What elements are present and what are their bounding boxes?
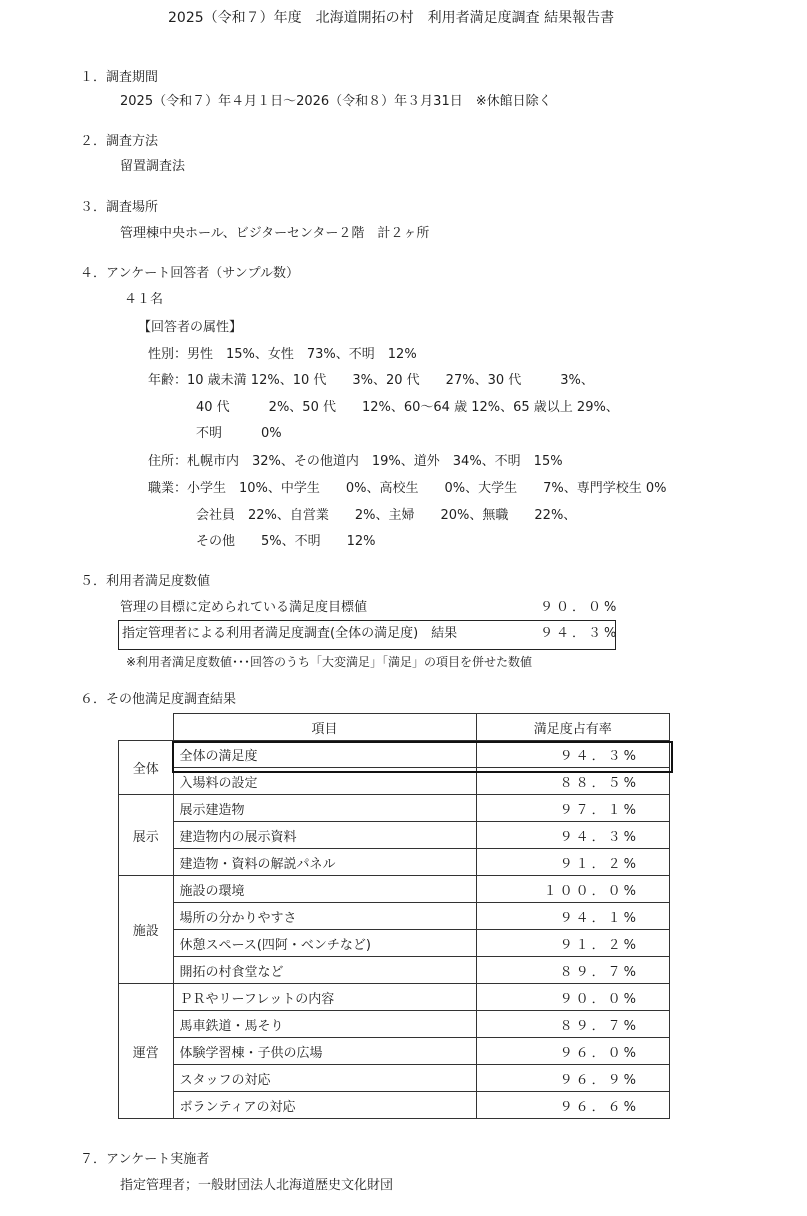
category-cell: 展示 [119,795,174,876]
value-cell: ８９．７% [476,957,670,984]
survey-period: 2025（令和７）年４月１日～2026（令和８）年３月31日 ※休館日除く [120,94,552,109]
survey-conductor: 指定管理者；一般財団法人北海道歴史文化財団 [120,1178,394,1193]
value-cell: ９７．１% [476,795,670,822]
table-row [119,1092,670,1119]
table-row [119,984,670,1011]
target-value: ９０．０% [540,600,620,615]
item-cell: 場所の分かりやすさ [173,903,476,930]
item-cell: 建造物・資料の解説パネル [173,849,476,876]
table-row [119,741,670,768]
item-cell: 開拓の村食堂など [173,957,476,984]
attr-occupation-line-2: 会社員 22%、自営業 2%、主婦 20%、無職 22%、 [196,508,577,523]
attr-gender: 性別：男性 15%、女性 73%、不明 12% [148,347,417,362]
value-cell: ９６．０% [476,1038,670,1065]
table-row [119,930,670,957]
attr-residence: 住所：札幌市内 32%、その他道内 19%、道外 34%、不明 15% [148,454,563,469]
survey-location: 管理棟中央ホール、ビジターセンター２階 計２ヶ所 [120,226,430,241]
category-cell: 運営 [119,984,174,1119]
table-row [119,876,670,903]
item-cell: 施設の環境 [173,876,476,903]
table-row [119,795,670,822]
section-4-heading: ４．アンケート回答者（サンプル数） [80,266,300,281]
attr-occupation-line-1: 職業：小学生 10%、中学生 0%、高校生 0%、大学生 7%、専門学校生 0% [148,481,667,496]
section-7-heading: ７．アンケート実施者 [80,1152,210,1167]
table-row [119,822,670,849]
value-cell: ９４．１% [476,903,670,930]
value-cell: ９０．０% [476,984,670,1011]
table-row [119,768,670,795]
category-cell: 施設 [119,876,174,984]
section-6-heading: ６．その他満足度調査結果 [80,692,237,707]
item-cell: 体験学習棟・子供の広場 [173,1038,476,1065]
result-label: 指定管理者による利用者満足度調査(全体の満足度) 結果 [122,626,458,641]
value-cell: ９１．２% [476,849,670,876]
table-row [119,903,670,930]
document-title: 2025（令和７）年度 北海道開拓の村 利用者満足度調査 結果報告書 [168,10,615,26]
table-row [119,1038,670,1065]
value-cell: ８９．７% [476,1011,670,1038]
item-cell: スタッフの対応 [173,1065,476,1092]
section-2-heading: ２．調査方法 [80,134,159,149]
attributes-heading: 【回答者の属性】 [138,320,243,335]
table-header-empty [119,714,174,741]
table-header-value: 満足度占有率 [476,714,670,741]
item-cell: ボランティアの対応 [173,1092,476,1119]
attr-occupation-line-3: その他 5%、不明 12% [196,534,376,549]
table-row [119,1065,670,1092]
value-cell: ９４．３% [476,822,670,849]
attr-age-line-2: 40 代 2%、50 代 12%、60～64 歳 12%、65 歳以上 29%、 [196,400,619,415]
item-cell: 建造物内の展示資料 [173,822,476,849]
result-value: ９４．３% [540,626,620,641]
table-row [119,849,670,876]
attr-age-line-3: 不明 0% [196,426,282,441]
item-cell: 馬車鉄道・馬そり [173,1011,476,1038]
survey-method: 留置調査法 [120,159,186,174]
section-5-heading: ５．利用者満足度数値 [80,574,211,589]
value-cell: ９１．２% [476,930,670,957]
item-cell: 展示建造物 [173,795,476,822]
item-cell: 全体の満足度 [173,741,476,768]
table-header-row [119,714,670,741]
value-cell: １００．０% [476,876,670,903]
section-3-heading: ３．調査場所 [80,200,159,215]
attr-age-line-1: 年齢：10 歳未満 12%、10 代 3%、20 代 27%、30 代 3%、 [148,373,594,388]
item-cell: 休憩スペース(四阿・ベンチなど) [173,930,476,957]
satisfaction-table [118,713,670,1119]
item-cell: ＰＲやリーフレットの内容 [173,984,476,1011]
value-cell: ９６．９% [476,1065,670,1092]
value-cell: ９６．６% [476,1092,670,1119]
category-cell: 全体 [119,741,174,795]
table-header-item: 項目 [173,714,476,741]
table-row [119,1011,670,1038]
section-1-heading: １．調査期間 [80,70,159,85]
sample-count: ４１名 [124,292,164,307]
satisfaction-note: ※利用者満足度数値･･･回答のうち「大変満足」「満足」の項目を併せた数値 [126,655,533,669]
value-cell: ８８．５% [476,768,670,795]
item-cell: 入場料の設定 [173,768,476,795]
value-cell: ９４．３% [476,741,670,768]
target-label: 管理の目標に定められている満足度目標値 [120,600,368,615]
table-row [119,957,670,984]
